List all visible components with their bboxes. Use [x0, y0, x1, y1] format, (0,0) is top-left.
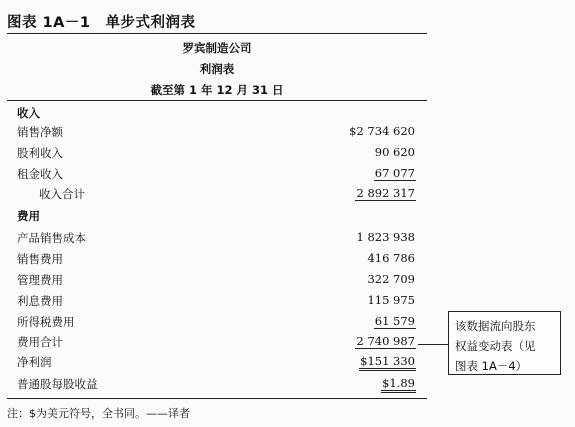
bottom-rule	[7, 398, 427, 399]
callout-line: 图表 1A－4）	[455, 359, 528, 373]
callout-line: 权益变动表（见	[455, 339, 536, 353]
table-row	[7, 166, 427, 186]
row-amount: $2 734 620	[349, 124, 415, 138]
row-amount: 90 620	[374, 145, 415, 159]
table-row	[7, 145, 427, 165]
row-amount: 67 077	[374, 166, 415, 180]
row-amount: $1.89	[381, 376, 416, 393]
company-name: 罗宾制造公司	[182, 41, 252, 55]
top-rule	[7, 33, 427, 34]
row-label: 股利收入	[17, 146, 63, 160]
row-amount: 2 740 987	[356, 334, 415, 348]
row-label: 管理费用	[17, 273, 63, 287]
table-row	[7, 293, 427, 313]
table-row	[7, 314, 427, 334]
row-label: 普通股每股收益	[17, 377, 98, 391]
row-amount: 322 709	[367, 272, 415, 286]
callout-connector	[418, 344, 448, 345]
row-label: 净利润	[17, 355, 52, 369]
figure-title: 图表 1A－1 单步式利润表	[7, 15, 196, 31]
row-label: 费用	[17, 209, 40, 223]
statement-period: 截至第 1 年 12 月 31 日	[150, 83, 284, 97]
section-heading-expenses	[7, 208, 427, 228]
row-label: 费用合计	[17, 335, 63, 349]
row-label: 收入	[17, 106, 40, 120]
table-row-eps	[7, 376, 427, 396]
row-amount: 61 579	[374, 314, 415, 328]
table-row-total	[7, 186, 427, 206]
row-label: 销售费用	[17, 252, 63, 266]
row-amount: 115 975	[367, 293, 415, 307]
row-label: 销售净额	[17, 125, 63, 139]
callout-box	[448, 311, 561, 375]
row-label: 利息费用	[17, 294, 63, 308]
translator-note: 注：$为美元符号，全书同。——译者	[7, 407, 190, 420]
table-row-total	[7, 334, 427, 354]
header-rule	[7, 100, 427, 101]
section-heading-revenue	[7, 105, 427, 125]
row-amount: 2 892 317	[356, 186, 415, 200]
table-row	[7, 251, 427, 271]
row-label: 租金收入	[17, 167, 63, 181]
row-amount: $151 330	[359, 354, 416, 371]
row-amount: 1 823 938	[356, 230, 415, 244]
table-row	[7, 124, 427, 144]
table-row	[7, 272, 427, 292]
row-label: 所得税费用	[17, 315, 75, 329]
table-row-net-income	[7, 354, 427, 374]
statement-name: 利润表	[199, 62, 235, 76]
row-label: 产品销售成本	[17, 231, 86, 245]
table-row	[7, 230, 427, 250]
row-amount: 416 786	[367, 251, 415, 265]
row-label: 收入合计	[39, 187, 85, 201]
callout-line: 该数据流向股东	[455, 319, 536, 333]
